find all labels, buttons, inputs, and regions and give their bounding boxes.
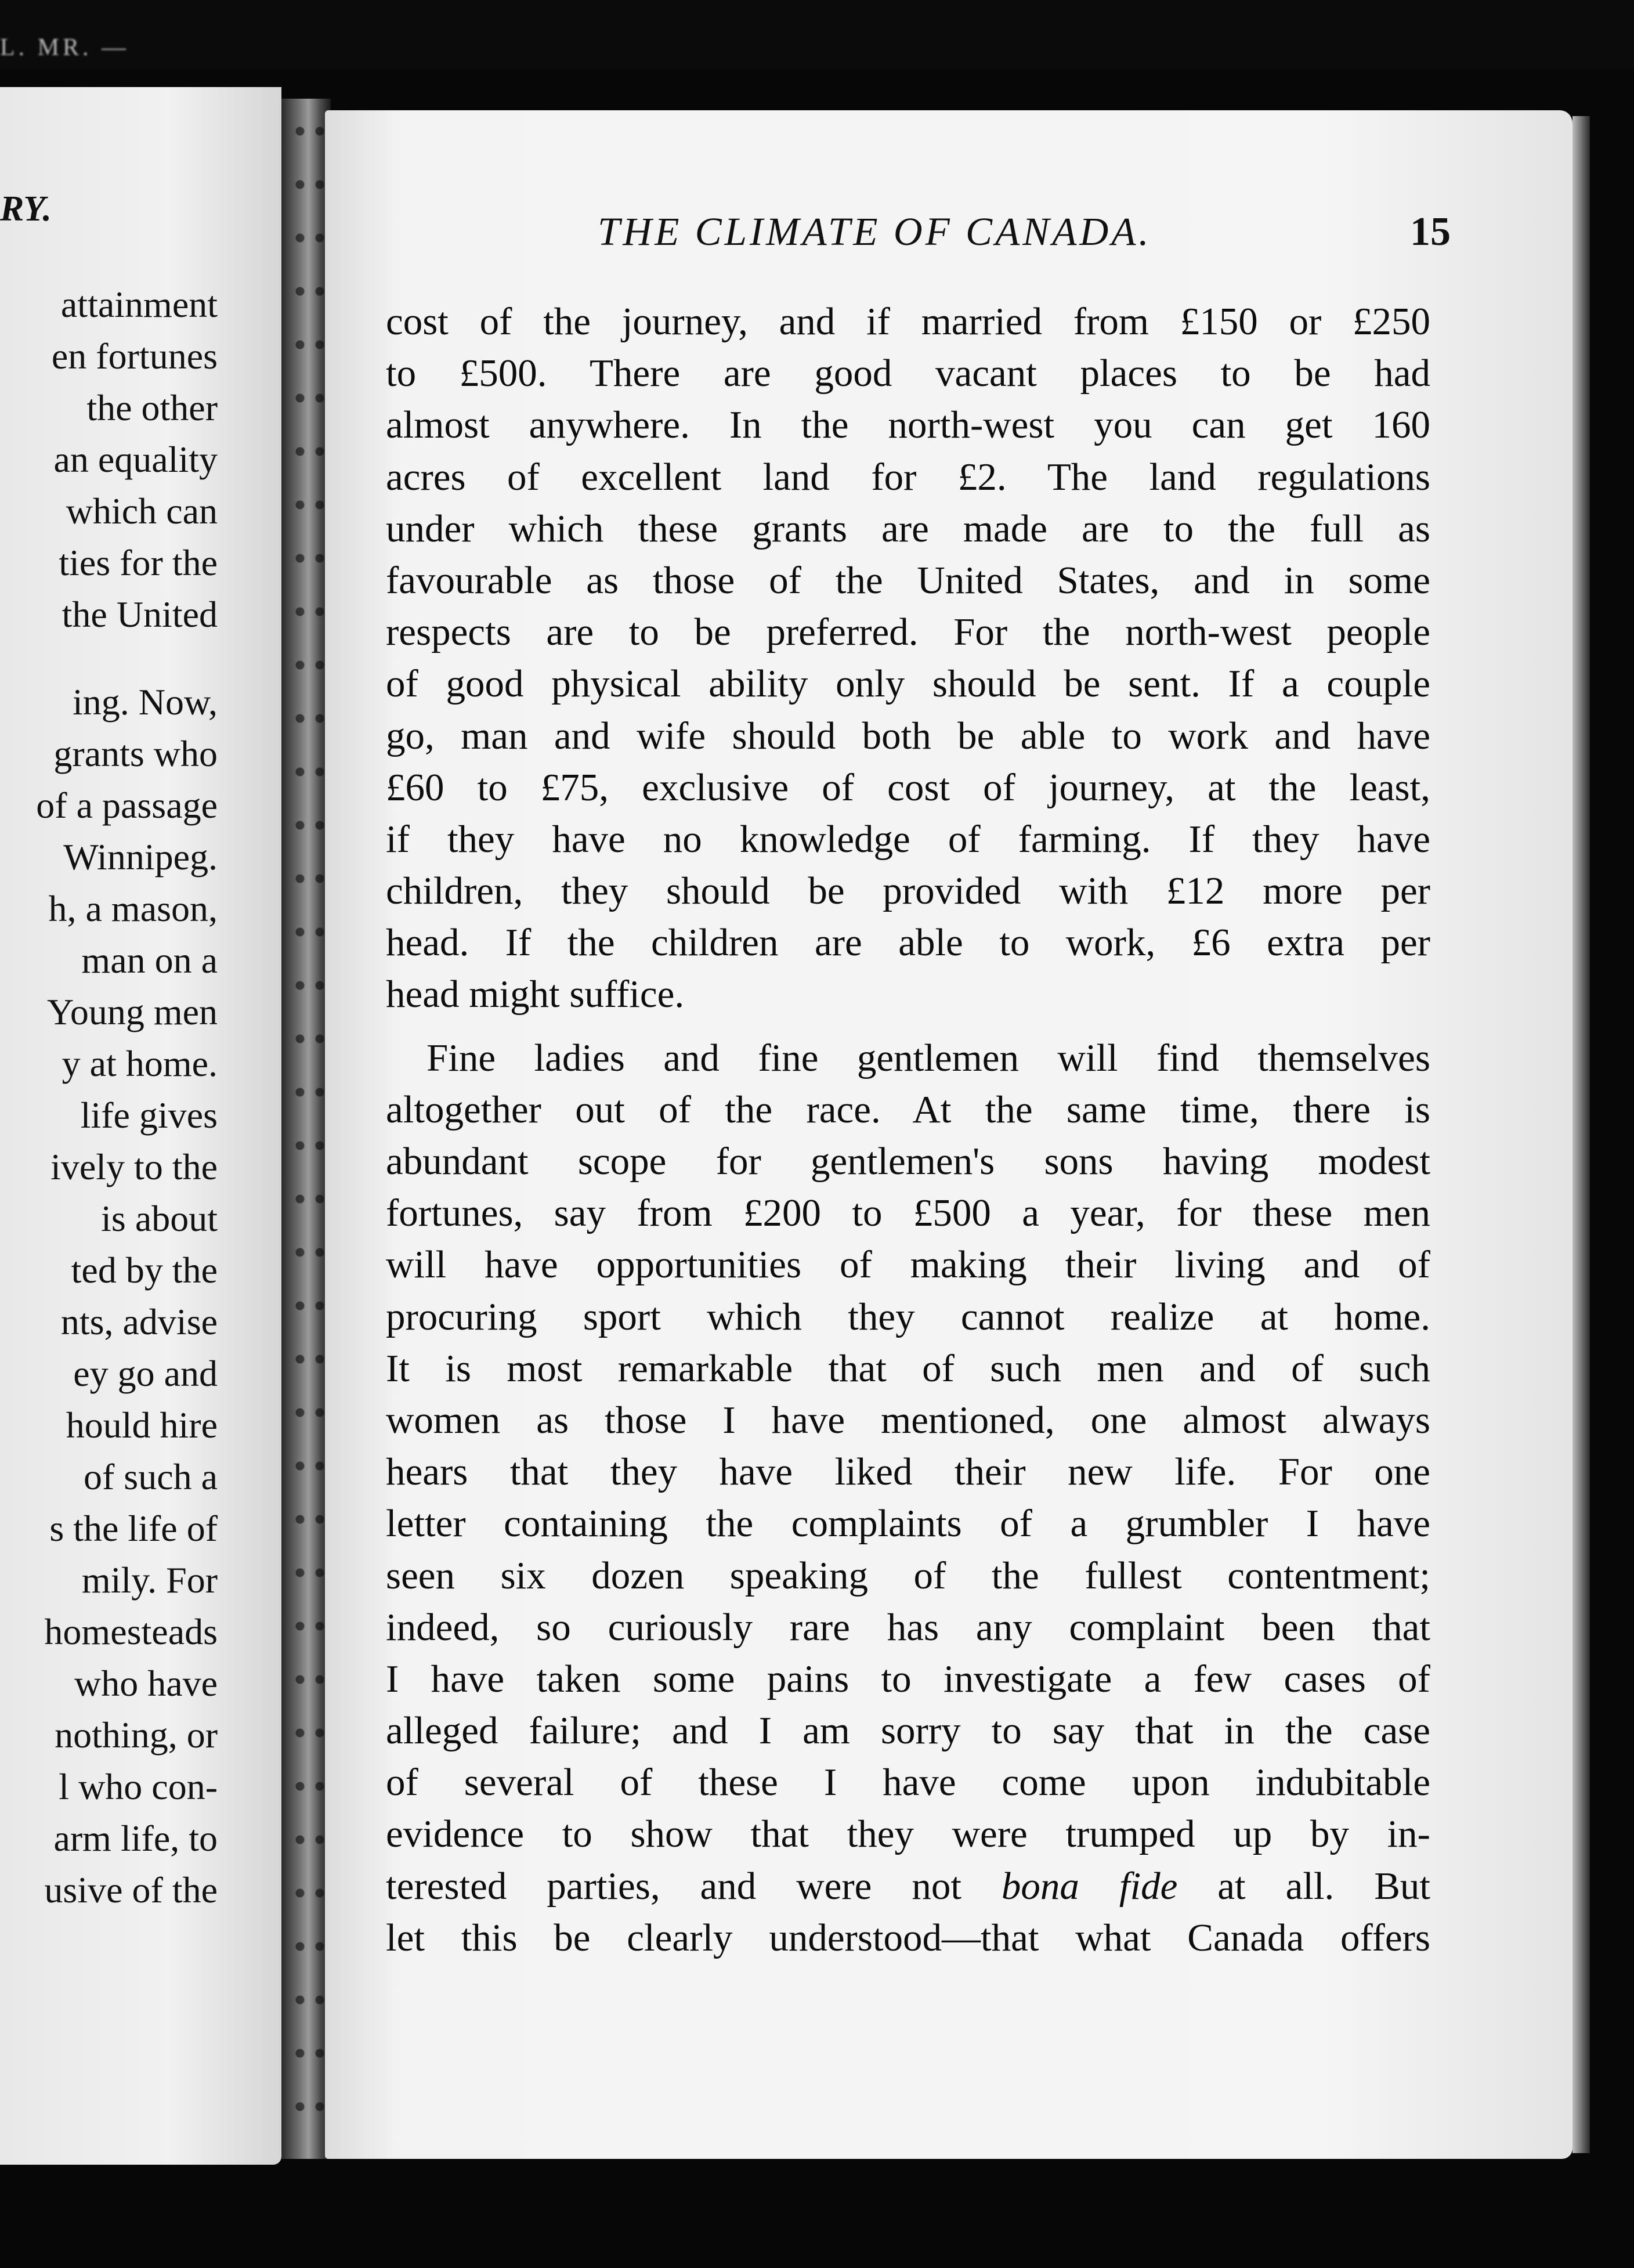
paragraph-1-line: head might suffice.	[386, 973, 685, 1016]
previous-page-line	[0, 1089, 218, 1141]
paragraph-2-line: letter containing the complaints of a grumbler I have	[386, 1502, 1430, 1545]
paragraph-1-line: go, man and wife should both be able to work and have	[386, 714, 1430, 757]
paragraph-1-line: £60 to £75, exclusive of cost of journey, at the least,	[386, 765, 1430, 809]
page-number: 15	[1410, 210, 1451, 254]
line-text: terested parties, and were not	[386, 1864, 961, 1908]
line-text: at all. But	[1217, 1864, 1430, 1908]
paragraph-2-line: indeed, so curiously rare has any complaint been that	[386, 1605, 1430, 1649]
previous-page-line-text: usive of the	[44, 1869, 218, 1911]
paragraph-1-line: almost anywhere. In the north-west you can get 160	[386, 403, 1430, 447]
running-head: THE CLIMATE OF CANADA.	[598, 210, 1152, 254]
previous-page-line-text: s the life of	[49, 1508, 218, 1549]
previous-page-line-text: nts, advise	[60, 1301, 218, 1342]
paragraph-1-line: acres of excellent land for £2. The land regulations	[386, 455, 1430, 499]
paragraph-2-line: I have taken some pains to investigate a few cases of	[386, 1657, 1430, 1700]
previous-page-line	[0, 640, 218, 676]
previous-page-line	[0, 434, 218, 485]
previous-page-line	[0, 676, 218, 728]
paragraph-1-line: of good physical ability only should be sent. If a couple	[386, 662, 1430, 706]
paragraph-2-line: hears that they have liked their new life. For one	[386, 1450, 1430, 1494]
paragraph-1-line: head. If the children are able to work, £6 extra per	[386, 921, 1430, 965]
paragraph-2-line: let this be clearly understood—that what Canada offers	[386, 1916, 1430, 1959]
previous-page-line-text: attainment	[60, 284, 218, 325]
previous-page-line-text: h, a mason,	[48, 888, 218, 929]
previous-page-line-text: life gives	[80, 1095, 218, 1136]
paragraph-2-line: of several of these I have come upon indubitable	[386, 1761, 1430, 1804]
previous-page-line-text: arm life, to	[53, 1818, 218, 1859]
paragraph-2-line: seen six dozen speaking of the fullest contentment;	[386, 1554, 1430, 1597]
previous-page-line	[0, 1709, 218, 1761]
previous-page-line	[0, 986, 218, 1038]
previous-page-line	[0, 1348, 218, 1399]
previous-page-line	[0, 1812, 218, 1864]
previous-page-line-text: Winnipeg.	[63, 836, 218, 877]
paragraph-2-line: procuring sport which they cannot realize at home.	[386, 1295, 1430, 1338]
previous-page-line	[0, 279, 218, 330]
paragraph-1-line: under which these grants are made are to the full as	[386, 507, 1430, 550]
previous-page-line-text: mily. For	[81, 1559, 218, 1601]
previous-page-line	[0, 485, 218, 537]
previous-page-line-text: who have	[74, 1663, 218, 1704]
previous-page-line	[0, 1864, 218, 1916]
paragraph-2-line: alleged failure; and I am sorry to say that in the case	[386, 1709, 1430, 1753]
previous-page-line-text: the United	[62, 594, 218, 635]
previous-page-line-text: the other	[86, 387, 218, 428]
paragraph-2-line: will have opportunities of making their living and of	[386, 1243, 1430, 1287]
previous-page-line	[0, 728, 218, 779]
scan-top-border-text: L. MR. —	[0, 34, 130, 57]
previous-page-running-head: RY.	[0, 189, 52, 229]
previous-page-line-text: homesteads	[44, 1611, 218, 1652]
paragraph-2-line: Fine ladies and fine gentlemen will find themselves	[426, 1036, 1430, 1079]
binding-stitch-holes	[290, 104, 325, 2136]
previous-page-line	[0, 1038, 218, 1089]
previous-page-line	[0, 1761, 218, 1812]
previous-page-line-text: Young men	[47, 991, 218, 1032]
previous-page-line-text: is about	[101, 1198, 218, 1239]
previous-page-line-text: y at home.	[62, 1043, 218, 1084]
previous-page-line-text: ing. Now,	[72, 681, 218, 723]
previous-page-line	[0, 831, 218, 883]
paragraph-2-line: evidence to show that they were trumped up by in-	[386, 1812, 1430, 1856]
paragraph-2-line: women as those I have mentioned, one almost always	[386, 1398, 1430, 1442]
paragraph-1-line: if they have no knowledge of farming. If they have	[386, 817, 1430, 861]
previous-page-line-text: which can	[66, 490, 218, 532]
previous-page-line-text: en fortunes	[51, 335, 218, 377]
paragraph-1-line: favourable as those of the United States, and in some	[386, 558, 1430, 602]
previous-page-line-text: grants who	[53, 733, 218, 774]
previous-page-line	[0, 1554, 218, 1606]
previous-page-line	[0, 1399, 218, 1451]
previous-page-line	[0, 1193, 218, 1244]
previous-page-line	[0, 934, 218, 986]
previous-page-line	[0, 1503, 218, 1554]
paragraph-1-line: children, they should be provided with £12 more per	[386, 869, 1430, 913]
paragraph-2-line: abundant scope for gentlemen's sons having modest	[386, 1140, 1430, 1183]
previous-page-line	[0, 1657, 218, 1709]
italic-phrase: bona fide	[1001, 1864, 1178, 1908]
page-edge-shadow	[1572, 116, 1590, 2153]
page-15	[325, 110, 1572, 2159]
previous-page-line-text: ted by the	[71, 1249, 218, 1291]
previous-page-text-lines	[0, 279, 218, 1916]
previous-page-line	[0, 883, 218, 934]
previous-page-line	[0, 779, 218, 831]
previous-page-line-text: ey go and	[73, 1353, 218, 1394]
previous-page-line	[0, 588, 218, 640]
paragraph-1-line: cost of the journey, and if married from £150 or £250	[386, 300, 1430, 343]
previous-page-line-text: of a passage	[36, 785, 218, 826]
previous-page-line-text: l who con-	[59, 1766, 218, 1807]
body-text	[386, 296, 1430, 1964]
previous-page-line-text: of such a	[83, 1456, 218, 1497]
previous-page-line	[0, 1451, 218, 1503]
previous-page-line-text: ively to the	[50, 1146, 218, 1187]
previous-page-fragment	[0, 87, 281, 2165]
previous-page-line	[0, 537, 218, 588]
previous-page-line-text: hould hire	[66, 1404, 218, 1446]
paragraph-2-line: altogether out of the race. At the same time, there is	[386, 1088, 1430, 1131]
previous-page-line	[0, 1606, 218, 1657]
paragraph-2-line: It is most remarkable that of such men and of such	[386, 1346, 1430, 1390]
paragraph-1-line: to £500. There are good vacant places to be had	[386, 352, 1430, 395]
scan-top-border	[0, 0, 1634, 70]
paragraph-2-line: fortunes, say from £200 to £500 a year, for these men	[386, 1191, 1430, 1235]
paragraph-2-line	[386, 1861, 1430, 1912]
previous-page-line	[0, 1244, 218, 1296]
previous-page-line-text: nothing, or	[55, 1714, 218, 1756]
previous-page-line-text: an equality	[53, 439, 218, 480]
previous-page-line	[0, 1296, 218, 1348]
previous-page-line	[0, 330, 218, 382]
previous-page-line	[0, 1141, 218, 1193]
previous-page-line-text: man on a	[81, 940, 218, 981]
paragraph-1-line: respects are to be preferred. For the north-west people	[386, 611, 1430, 654]
previous-page-line-text: ties for the	[59, 542, 218, 583]
previous-page-line	[0, 382, 218, 434]
